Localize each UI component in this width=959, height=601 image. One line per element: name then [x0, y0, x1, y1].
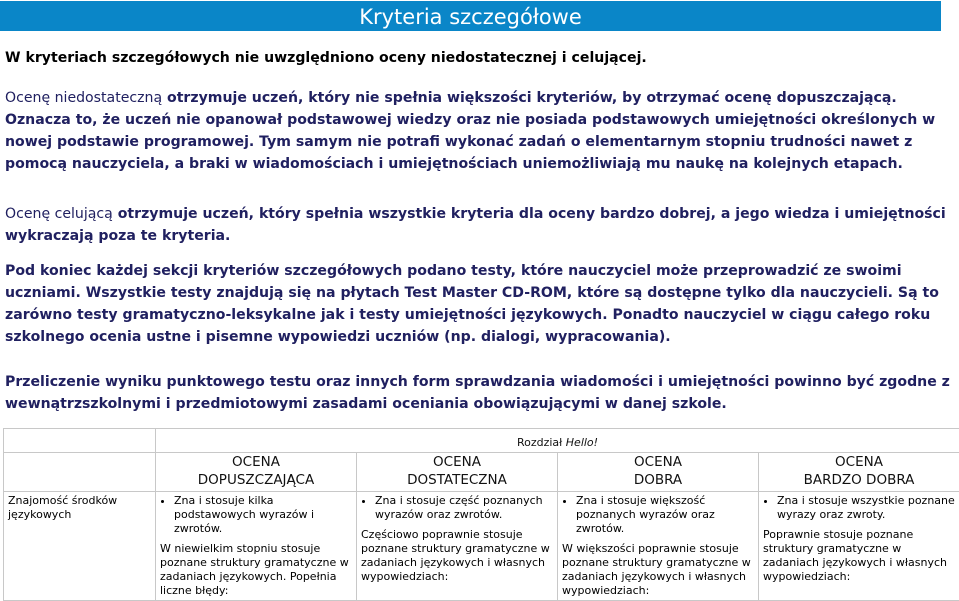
criteria-bullet: • Zna i stosuje kilka podstawowych wyrazów i zwrotów. — [174, 494, 352, 536]
criteria-cell — [558, 492, 759, 601]
criteria-text: W niewielkim stopniu stosuje poznane struktury gramatyczne w zadaniach językowych. Popełnia liczne błędy: — [160, 542, 352, 598]
criteria-bullet: • Zna i stosuje większość poznanych wyrazów oraz zwrotów. — [576, 494, 754, 536]
criteria-cell — [357, 492, 558, 601]
grade-header-line2: DOPUSZCZAJĄCA — [198, 472, 314, 488]
chapter-prefix: Rozdział — [517, 436, 566, 449]
criteria-table — [3, 428, 959, 601]
criteria-text: Częściowo poprawnie stosuje poznane struktury gramatyczne w zadaniach językowych i własnych wypowiedziach: — [361, 528, 553, 584]
criteria-bullet: • Zna i stosuje wszystkie poznane wyrazy oraz zwroty. — [777, 494, 955, 522]
grade-header — [156, 453, 357, 492]
grade-header-line1: OCENA — [634, 454, 682, 470]
header-label-cell — [4, 453, 156, 492]
term-celujaca: Ocenę celującą — [5, 206, 113, 222]
criteria-cell — [759, 492, 959, 601]
intro-line: W kryteriach szczegółowych nie uwzględniono oceny niedostatecznej i celującej. — [5, 47, 950, 69]
page-title-banner — [0, 1, 941, 31]
grade-header-line1: OCENA — [433, 454, 481, 470]
row-label: Znajomość środków językowych — [4, 492, 156, 601]
paragraph-celujaca — [5, 203, 950, 247]
grade-header-line1: OCENA — [835, 454, 883, 470]
grade-header-line2: DOSTATECZNA — [407, 472, 507, 488]
criteria-text: Poprawnie stosuje poznane struktury gramatyczne w zadaniach językowych i własnych wypowiedziach: — [763, 528, 955, 584]
criteria-cell — [156, 492, 357, 601]
paragraph-niedostateczna — [5, 87, 950, 175]
criteria-text: W większości poprawnie stosuje poznane struktury gramatyczne w zadaniach językowych i własnych wypowiedziach: — [562, 542, 754, 598]
grades-header-row — [4, 453, 959, 492]
paragraph-grading: Przeliczenie wyniku punktowego testu oraz innych form sprawdzania wiadomości i umiejętności powinno być zgodne z wewnątrzszkolnymi i przedmiotowymi zasadami oceniania obowiązującymi w danej szkole. — [5, 371, 950, 415]
table-row — [4, 492, 959, 601]
term-niedostateczna: Ocenę niedostateczną — [5, 90, 162, 106]
grade-header-line1: OCENA — [232, 454, 280, 470]
corner-cell — [4, 429, 156, 453]
paragraph-celujaca-body: otrzymuje uczeń, który spełnia wszystkie kryteria dla oceny bardzo dobrej, a jego wiedza i umiejętności wykraczają poza te kryteria. — [5, 206, 946, 244]
paragraph-niedostateczna-body: otrzymuje uczeń, który nie spełnia większości kryteriów, by otrzymać ocenę dopuszczającą. Oznacza to, że uczeń nie opanował podstawowej wiedzy oraz nie posiada podstawowych umiejętności określonych w nowej podstawie programowej. Tym samym nie potrafi wykonać zadań o elementarnym stopniu trudności nawet z pomocą nauczyciela, a braki w wiadomościach i umiejętnościach uniemożliwiają mu naukę na kolejnych etapach. — [5, 90, 935, 172]
paragraph-tests: Pod koniec każdej sekcji kryteriów szczegółowych podano testy, które nauczyciel może przeprowadzić ze swoimi uczniami. Wszystkie testy znajdują się na płytach Test Master CD-ROM, które są dostępne tylko dla nauczycieli. Są to zarówno testy gramatyczno-leksykalne jak i testy umiejętności językowych. Ponadto nauczyciel w ciągu całego roku szkolnego ocenia ustne i pisemne wypowiedzi uczniów (np. dialogi, wypracowania). — [5, 260, 950, 348]
chapter-row — [4, 429, 959, 453]
grade-header — [558, 453, 759, 492]
grade-header — [759, 453, 959, 492]
page-title: Kryteria szczegółowe — [359, 5, 582, 29]
grade-header — [357, 453, 558, 492]
chapter-title — [156, 429, 959, 453]
grade-header-line2: BARDZO DOBRA — [804, 472, 915, 488]
grade-header-line2: DOBRA — [634, 472, 682, 488]
criteria-bullet: • Zna i stosuje część poznanych wyrazów oraz zwrotów. — [375, 494, 553, 522]
chapter-name: Hello! — [566, 436, 598, 449]
